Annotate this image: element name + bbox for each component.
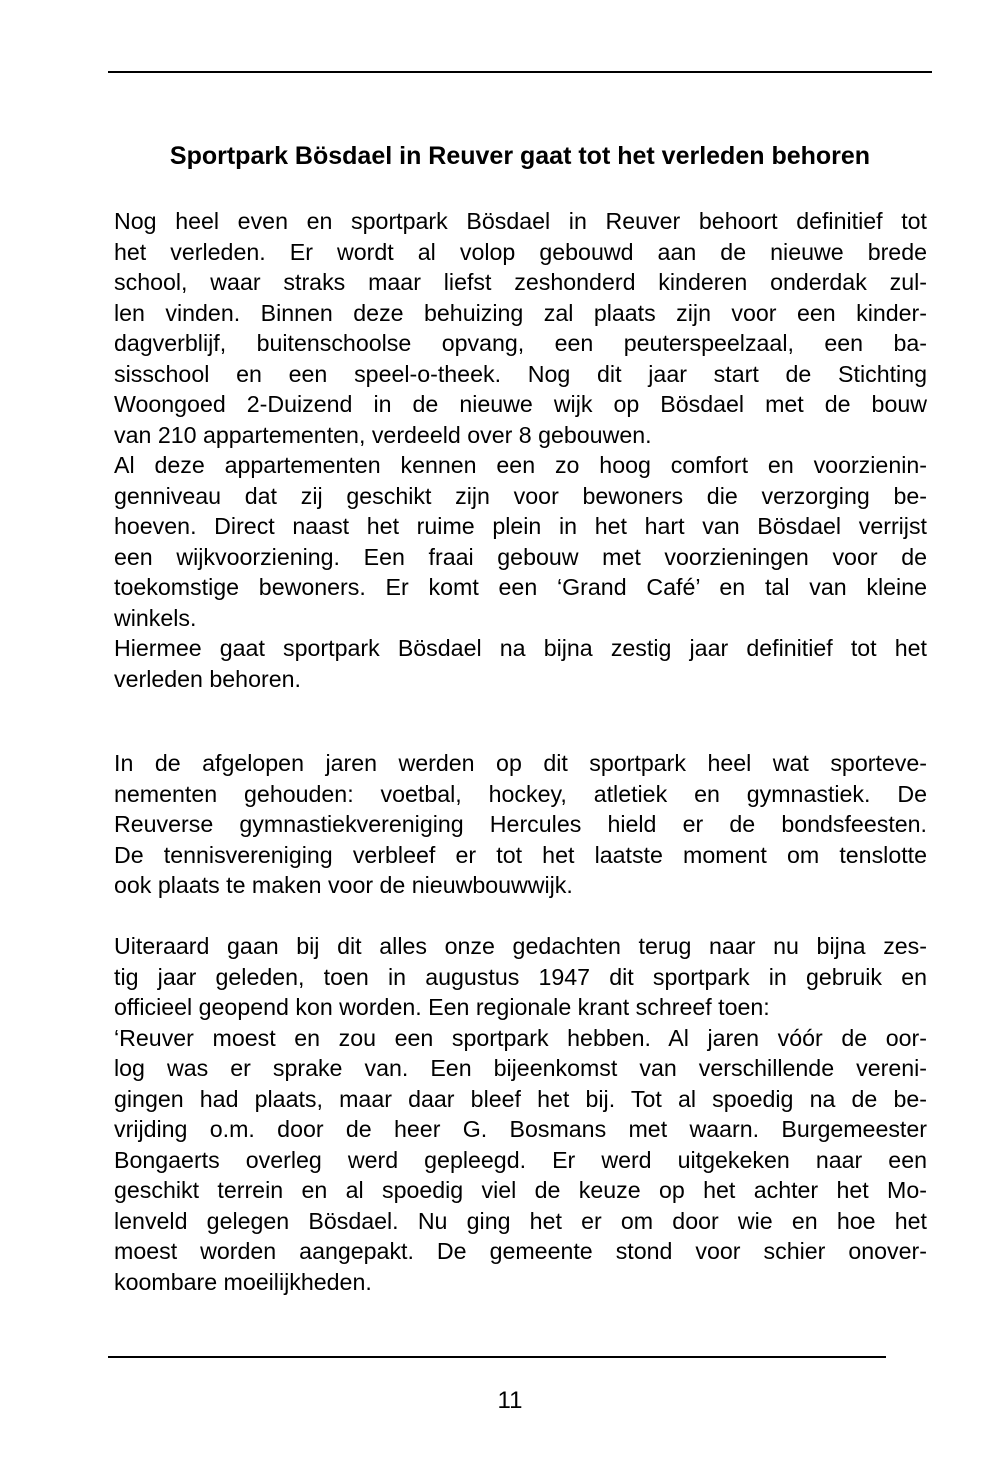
text-line: winkels. [114,604,197,631]
paragraph-2 [114,748,927,901]
text-line: Al deze appartementen kennen een zo hoog comfort en voorzienin- [114,452,927,478]
text-line: ‘Reuver moest en zou een sportpark hebben. Al jaren vóór de oor- [114,1024,927,1051]
text-line: genniveau dat zij geschikt zijn voor bewoners die verzorging be- [114,482,927,509]
text-line: verleden behoren. [114,665,301,692]
text-line: In de afgelopen jaren werden op dit sportpark heel wat sporteve- [114,750,927,776]
text-line: ook plaats te maken voor de nieuwbouwwijk. [114,872,573,898]
text-line: dagverblijf, buitenschoolse opvang, een peuterspeelzaal, een ba- [114,330,927,356]
text-line: Uiteraard gaan bij dit alles onze gedachten terug naar nu bijna zes- [114,933,927,959]
text-line: Woongoed 2-Duizend in de nieuwe wijk op Bösdael met de bouw [114,391,927,417]
bottom-rule [108,1356,886,1358]
text-line: De tennisvereniging verbleef er tot het laatste moment om tenslotte [114,841,927,868]
text-line: moest worden aangepakt. De gemeente stond voor schier onover- [114,1238,927,1264]
text-line: geschikt terrein en al spoedig viel de keuze op het achter het Mo- [114,1177,927,1203]
text-line: hoeven. Direct naast het ruime plein in het hart van Bösdael verrijst [114,513,927,539]
text-line: nementen gehouden: voetbal, hockey, atletiek en gymnastiek. De [114,780,927,807]
text-line: officieel geopend kon worden. Een regionale krant schreef toen: [114,994,770,1020]
page-number: 11 [497,1387,523,1414]
text-line: een wijkvoorziening. Een fraai gebouw met voorzieningen voor de [114,543,927,570]
text-line: toekomstige bewoners. Er komt een ‘Grand Café’ en tal van kleine [114,574,927,600]
paragraph-1 [114,206,927,694]
text-line: sisschool en een speel-o-theek. Nog dit jaar start de Stichting [114,360,927,387]
text-line: school, waar straks maar liefst zeshonderd kinderen onderdak zul- [114,269,927,295]
text-line: Bongaerts overleg werd gepleegd. Er werd uitgekeken naar een [114,1146,927,1173]
text-line: log was er sprake van. Een bijeenkomst van verschillende vereni- [114,1055,927,1081]
text-line: lenveld gelegen Bösdael. Nu ging het er om door wie en hoe het [114,1207,927,1234]
text-line: Hiermee gaat sportpark Bösdael na bijna zestig jaar definitief tot het [114,635,927,661]
paragraph-3 [114,931,927,1297]
text-line: vrijding o.m. door de heer G. Bosmans met waarn. Burgemeester [114,1116,927,1142]
text-line: Nog heel even en sportpark Bösdael in Reuver behoort definitief tot [114,208,927,234]
text-line: het verleden. Er wordt al volop gebouwd aan de nieuwe brede [114,238,927,265]
text-line: koombare moeilijkheden. [114,1268,372,1295]
text-line: len vinden. Binnen deze behuizing zal plaats zijn voor een kinder- [114,299,927,326]
article-title: Sportpark Bösdael in Reuver gaat tot het verleden behoren [169,142,871,170]
top-rule [108,71,932,73]
text-line: Reuverse gymnastiekvereniging Hercules hield er de bondsfeesten. [114,811,927,837]
text-line: van 210 appartementen, verdeeld over 8 gebouwen. [114,421,652,448]
text-line: gingen had plaats, maar daar bleef het bij. Tot al spoedig na de be- [114,1085,927,1112]
text-line: tig jaar geleden, toen in augustus 1947 dit sportpark in gebruik en [114,963,927,990]
